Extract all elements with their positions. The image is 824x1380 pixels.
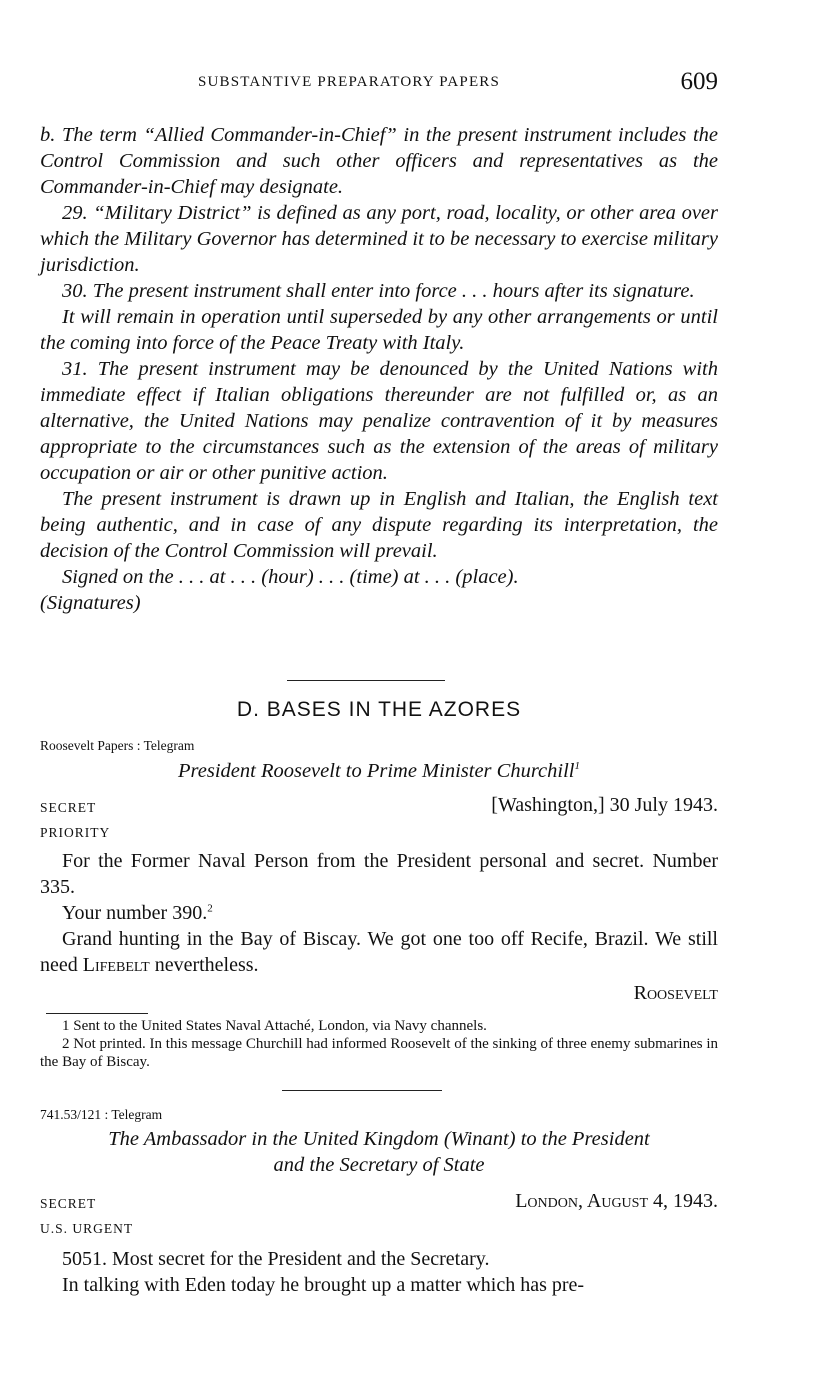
doc1-paragraph-3 (40, 926, 718, 978)
footnote-ref-1: 1 (574, 760, 580, 773)
doc2-classification: SECRET (40, 1196, 97, 1211)
footnote-2: 2 Not printed. In this message Churchill had informed Roosevelt of the sinking of three enemy submarines in the Bay of Biscay. (40, 1036, 718, 1070)
doc1-heading (40, 758, 718, 784)
doc1-signature: Roosevelt (633, 982, 718, 1004)
paragraph-30: 30. The present instrument shall enter into force . . . hours after its signature. (62, 280, 695, 302)
doc2-heading-line-1: The Ambassador in the United Kingdom (Winant) to the President (108, 1128, 650, 1150)
doc1-paragraph-3-end: nevertheless. (149, 954, 259, 976)
doc1-classification: SECRET (40, 800, 97, 815)
doc1-paragraph-2 (40, 900, 718, 926)
doc1-paragraph-3-text: Grand hunting in the Bay of Biscay. We got one too off Recife, Brazil. We still need (40, 928, 718, 976)
doc1-meta-row (40, 794, 718, 820)
doc2-heading (40, 1126, 718, 1178)
doc1-heading-text: President Roosevelt to Prime Minister Churchill (178, 760, 575, 782)
paragraph-language: The present instrument is drawn up in English and Italian, the English text being authentic, and in case of any dispute regarding its interpretation, the decision of the Control Commission will prevail. (40, 488, 718, 562)
section-heading: D. BASES IN THE AZORES (236, 698, 522, 721)
signatures-placeholder: (Signatures) (40, 592, 141, 614)
doc1-place-date: [Washington,] 30 July 1943. (491, 794, 718, 816)
doc2-heading-line-2: and the Secretary of State (273, 1154, 485, 1176)
doc1-source-label: Roosevelt Papers : Telegram (40, 738, 195, 753)
paragraph-b: b. The term “Allied Commander-in-Chief” in the present instrument includes the Control Commission and such other officers and representatives as the Commander-in-Chief may designate. (40, 124, 718, 198)
doc1-priority: PRIORITY (40, 825, 111, 840)
doc2-meta-row (40, 1190, 718, 1216)
running-head-title: SUBSTANTIVE PREPARATORY PAPERS (197, 74, 501, 90)
signed-line: Signed on the . . . at . . . (hour) . . . (time) at . . . (place). (62, 566, 519, 588)
doc2-paragraph-1: 5051. Most secret for the President and the Secretary. (62, 1248, 490, 1270)
paragraph-29: 29. “Military District” is defined as any port, road, locality, or other area over which the Military Governor has determined it to be necessary to exercise military jurisdiction. (40, 202, 718, 276)
section-divider (287, 680, 445, 681)
footnotes (40, 1017, 718, 1071)
running-head (40, 68, 718, 100)
footnote-rule (46, 1013, 148, 1014)
footnote-ref-2: 2 (207, 902, 213, 915)
doc2-priority: U.S. URGENT (40, 1221, 134, 1236)
paragraph-31: 31. The present instrument may be denounced by the United Nations with immediate effect if Italian obligations thereunder are not fulfilled or, as an alternative, the United Nations may penalize contravention of it by measures appropriate to the circumstances such as the extension of the areas of military occupation or air or other punitive action. (40, 358, 718, 484)
doc2-paragraph-2: In talking with Eden today he brought up a matter which has pre- (62, 1274, 585, 1296)
doc2-body (40, 1246, 718, 1298)
instrument-text (40, 122, 718, 616)
footnote-1: 1 Sent to the United States Naval Attaché, London, via Navy channels. (62, 1018, 487, 1034)
doc1-paragraph-2-text: Your number 390. (62, 902, 208, 924)
page-number: 609 (680, 68, 718, 95)
paragraph-30-continued: It will remain in operation until superseded by any other arrangements or until the coming into force of the Peace Treaty with Italy. (40, 306, 718, 354)
doc1-body (40, 848, 718, 978)
doc2-place-date: London, August 4, 1943. (515, 1190, 718, 1212)
code-name-lifebelt: Lifebelt (82, 954, 150, 976)
doc1-paragraph-1: For the Former Naval Person from the President personal and secret. Number 335. (40, 850, 718, 898)
document-divider (282, 1090, 442, 1091)
doc2-source-label: 741.53/121 : Telegram (40, 1107, 163, 1122)
